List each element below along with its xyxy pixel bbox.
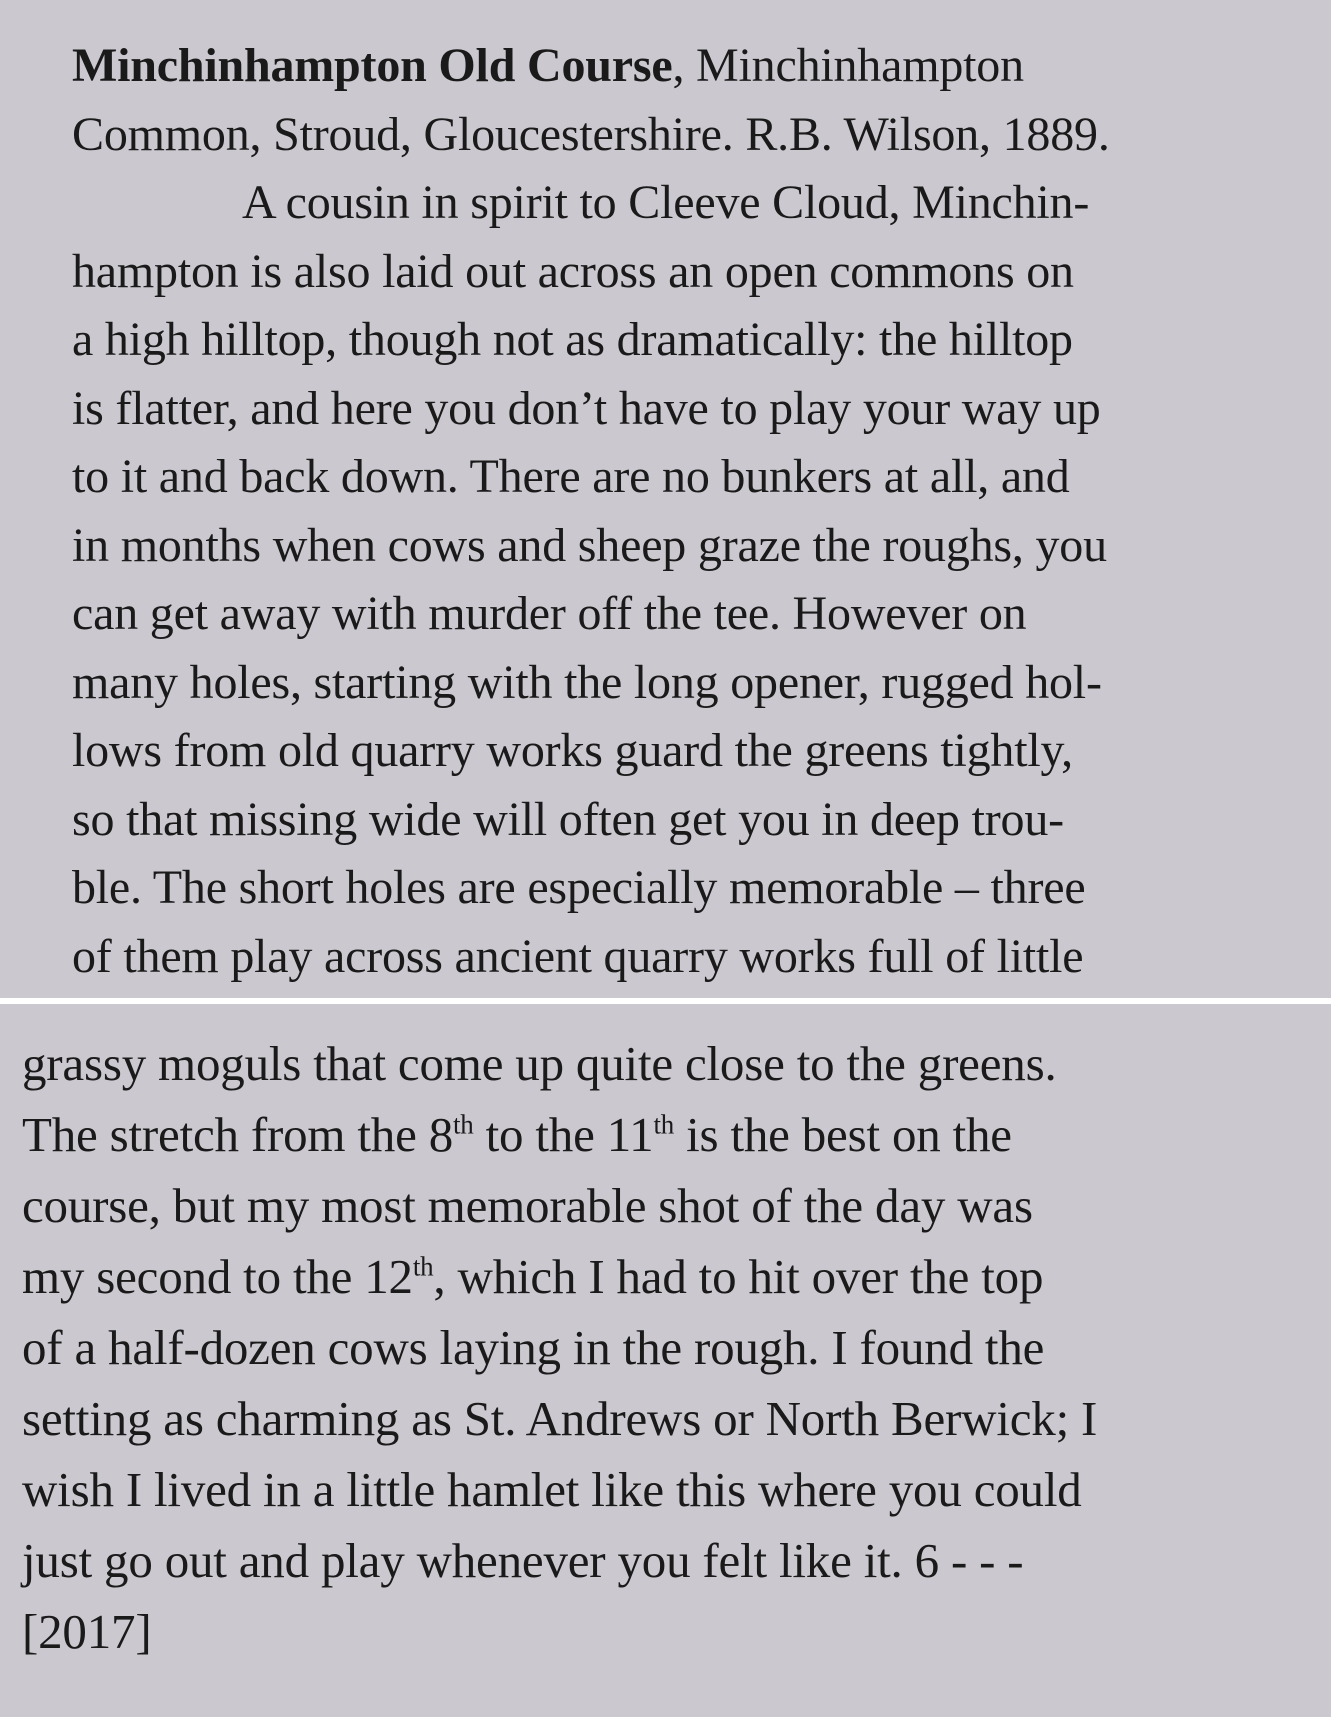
text-line: so that missing wide will often get you in deep trou-: [72, 792, 1064, 846]
text-line: ble. The short holes are especially memorable – three: [72, 861, 1086, 914]
text-line: A cousin in spirit to Cleeve Cloud, Minchin-: [242, 176, 1090, 229]
text-line: wish I lived in a little hamlet like this where you could: [22, 1462, 1082, 1517]
text-line: is flatter, and here you don’t have to play your way up: [72, 381, 1101, 435]
text-line: many holes, starting with the long opener, rugged hol-: [72, 655, 1102, 709]
text-line: of them play across ancient quarry works full of little: [72, 929, 1084, 983]
text-line: can get away with murder off the tee. However on: [72, 587, 1027, 640]
text-line: a high hilltop, though not as dramatically: the hilltop: [72, 313, 1073, 366]
text-line: setting as charming as St. Andrews or North Berwick; I: [22, 1391, 1098, 1446]
text-segment: to the 11: [473, 1107, 654, 1162]
text-line: [72, 32, 1291, 101]
text-segment: The stretch from the 8: [22, 1107, 454, 1162]
text-line: hampton is also laid out across an open commons on: [72, 244, 1074, 298]
text-line: [22, 1099, 1311, 1170]
text-segment: , which I had to hit over the top: [433, 1249, 1044, 1304]
ordinal-suffix: th: [653, 1109, 675, 1140]
text-line: just go out and play whenever you felt like it. 6 - - -: [22, 1533, 1024, 1588]
review-year: [2017]: [22, 1604, 152, 1659]
text-line: course, but my most memorable shot of the day was: [22, 1178, 1033, 1233]
text-line: [22, 1241, 1311, 1312]
course-title: Minchinhampton Old Course: [72, 39, 673, 92]
text-line: Common, Stroud, Gloucestershire. R.B. Wilson, 1889.: [72, 107, 1110, 161]
text-line: grassy moguls that come up quite close to the greens.: [22, 1036, 1057, 1091]
text-segment: my second to the 12: [22, 1249, 413, 1304]
text-panel-bottom: [0, 1004, 1331, 1717]
text-line: of a half-dozen cows laying in the rough. I found the: [22, 1320, 1045, 1375]
text-line: in months when cows and sheep graze the roughs, you: [72, 518, 1107, 572]
course-location: , Minchinhampton: [672, 39, 1024, 92]
ordinal-suffix: th: [412, 1251, 434, 1282]
ordinal-suffix: th: [453, 1109, 474, 1140]
text-segment: is the best on the: [674, 1107, 1012, 1162]
text-line: lows from old quarry works guard the greens tightly,: [72, 724, 1073, 777]
text-line: to it and back down. There are no bunkers at all, and: [72, 450, 1070, 503]
